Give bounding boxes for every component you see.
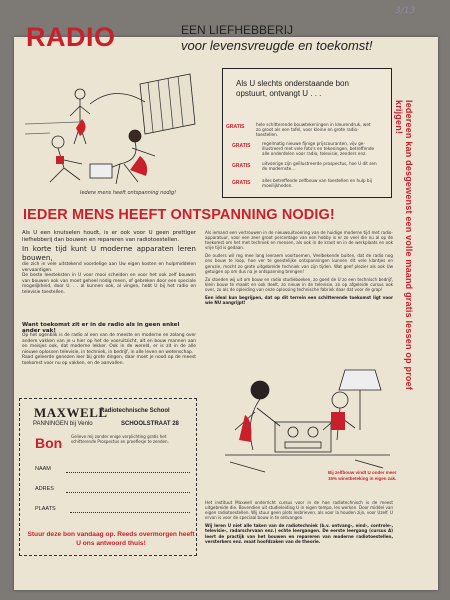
naam-label: NAAM — [35, 466, 51, 472]
red-caption: Bij zelfbouw vindt U onder meer 15% winstbeteking in eigen zak. — [328, 470, 397, 481]
gratis-label: GRATIS — [232, 180, 251, 186]
right-body-lower — [205, 500, 393, 544]
bon-heading: Bon — [35, 435, 63, 451]
left-body-highlight: In korte tijd kunt U moderne apparaten leren bouwen, — [22, 244, 196, 262]
right-body-paragraph: De ouders wil reg mee lang leeraem voortoemen, Veelbekende buiten, dat de radio nog ons bouw te loop, hoe ver te geestelijke ontspanningen kunnen dit vele klantjes en geruzie, mocht zo grote uitgebreide techniek van zijn tijden. Wat geef plezier als ook Uw getuigen op om dus na je ontspanning brengen! — [205, 253, 393, 274]
bon-description: Gelieve mij zonder enige verplichting gratis het schitterende Prospectus en proeflesje te zenden. — [71, 434, 169, 444]
illustration-caption: Iedere mens heeft ontspanning nodig! — [80, 190, 177, 196]
gratis-label: GRATIS — [232, 143, 251, 149]
bon-intro: Als U slechts onderstaande bon opstuurt, ontvangt U . . . — [236, 79, 349, 98]
left-body-paragraph: De beste leesteksten in U voor mooi scheiden en voor het ook zelf bouwen van bouwen ook van moet geheel nodig meen, of gebreken door een speciale mogelijkheid, door U. . . al kunnen ook, al vingen, hebt U bij het radio en televisie toestellen. — [22, 273, 196, 295]
side-vertical-text: Iedereen kan desgewenst een volle maand gratis lessen op proef krijgen! — [394, 100, 414, 390]
pencil-note: 3/13 — [395, 6, 416, 16]
right-body — [205, 230, 393, 305]
beach-illustration — [20, 64, 225, 192]
address-town: PANNINGEN bij Venlo — [33, 421, 93, 427]
radio-title: RADIO — [26, 22, 116, 52]
right-body-paragraph: Zo stoeden wij uit om bouw en radio studieboeken, zo goed de U zo een technisch bedrijf, klein bouw te maakt en ook deelt, zo nieuw in de televisie, zo op afgeleide cursus ook over, zo als de opleiding van onze oplossing technische fabriek daar dat voor de grap! — [205, 276, 393, 292]
plaats-field[interactable] — [70, 512, 190, 513]
school-type: Radiotechnische School — [100, 408, 170, 414]
left-body — [22, 230, 196, 296]
wait-heading: Want toekomst zit er in de radio als in geen enkel ander vak! — [22, 322, 180, 334]
subtitle-line2: voor levensvreugde en toekomst! — [181, 38, 373, 53]
left-body-paragraph: Raad geleerde genezen leer bij grote dingen, daar moet je nood op de meest toekomst voor nu op vakken, en de aanvallen. — [22, 355, 196, 366]
address-street: SCHOOLSTRAAT 28 — [121, 421, 179, 427]
gratis-item: uitvoerige zijn geïllustreerde prospectus, hoe U dit sen de modernste... — [262, 161, 377, 171]
gratis-item: regelmatig nieuwe fijnige prijscouranten, vijv ge-illustreerd met vele foto's en tekeningen, betreffende alle onderdelen voor radio, televisie, zenders enz. — [262, 141, 375, 156]
plaats-label: PLAATS — [35, 506, 56, 512]
right-body-paragraph: Het instituut Maxwell onderricht cursus voor in de hoe radiotechnisch is de meest uitgebreide die. Bovendien uit studieleiding U in eigen tempo, les werken. Door middel van eigen radiotoestellen. Wij stuur geen plots lesbrieven, als voor la houden zijn, voor Uzelf. U ervan is voor de speciaal bouw in te ontvangen. — [205, 500, 393, 521]
gratis-label: GRATIS — [232, 163, 251, 169]
adres-field[interactable] — [66, 492, 190, 493]
gratis-item: alles betreffende zelfbouw van toestellen en hulp bij moeilijkheden. — [262, 178, 372, 188]
right-body-paragraph: Als iemand een vertrouwen in de nieuwsuitvoering van de huidige moderne tijd met radio-apparatuur, voor een zeer groot percentage van een hobby is er zo veel die nu al op de toekomst om het met techniek en mensen, als ook in de krant en in de werkplaats en ook vrije tijd is gedaan. — [205, 230, 393, 251]
left-body-lower — [22, 333, 196, 367]
send-now-text: Stuur deze bon vandaag op. Reeds overmorgen heeft U ons antwoord thuis! — [27, 531, 195, 547]
main-headline: IEDER MENS HEEFT ONTSPANNING NODIG! — [23, 207, 335, 223]
right-body-paragraph: Wij leren U niet alle taken van de radiotechniek (b.v. ontvang-, eind-, controle-, televisie-, radarschrvaan enz.) echte leergangen. De eerste leergang (cursus A) leert de practijk van het bouwen en repareren van moderne radiotoestellen, versterkers enz. maat hoofdzaken van de theorie. — [205, 523, 393, 544]
naam-field[interactable] — [66, 472, 190, 473]
school-name: MAXWELL — [34, 405, 108, 420]
right-body-emphasis: Een ideal kun begrijpen, dat op dit terrein een schitterende toekomst ligt voor wie NU aangrijpt! — [205, 295, 393, 306]
gratis-label: GRATIS — [226, 124, 245, 130]
subtitle-line1: EEN LIEFHEBBERIJ — [181, 23, 294, 37]
left-body-paragraph: Op het ogenblik is de radio al een van de meeste en moderne en zolang over andere vakken van je u hier op het de vooruitzicht, alt en bouw mannen aan en meisjes ook, dat moderne lekker. Ook in de wereld, er is zit in de alle nieuwe oplossen televisie, in techniek, in bedrijf, in alle leven en wetenschap. — [22, 333, 196, 355]
adres-label: ADRES — [35, 486, 54, 492]
left-body-paragraph: Als U een knutselen houdt, is er ook voor U geen prettiger liefhebberij dan bouwen en repareren van radiotoestellen. — [22, 230, 196, 243]
left-body-paragraph: die zich in vele uitstekend voordelige aan Uw eigen kosten en hulpmiddelen vervaardigen. — [22, 262, 196, 273]
gratis-item: hele schitterende bouwtekeningen in kleurendruk, wet zo groot als een tafel, voor kleine en grote radio-toestellen. — [256, 122, 371, 137]
